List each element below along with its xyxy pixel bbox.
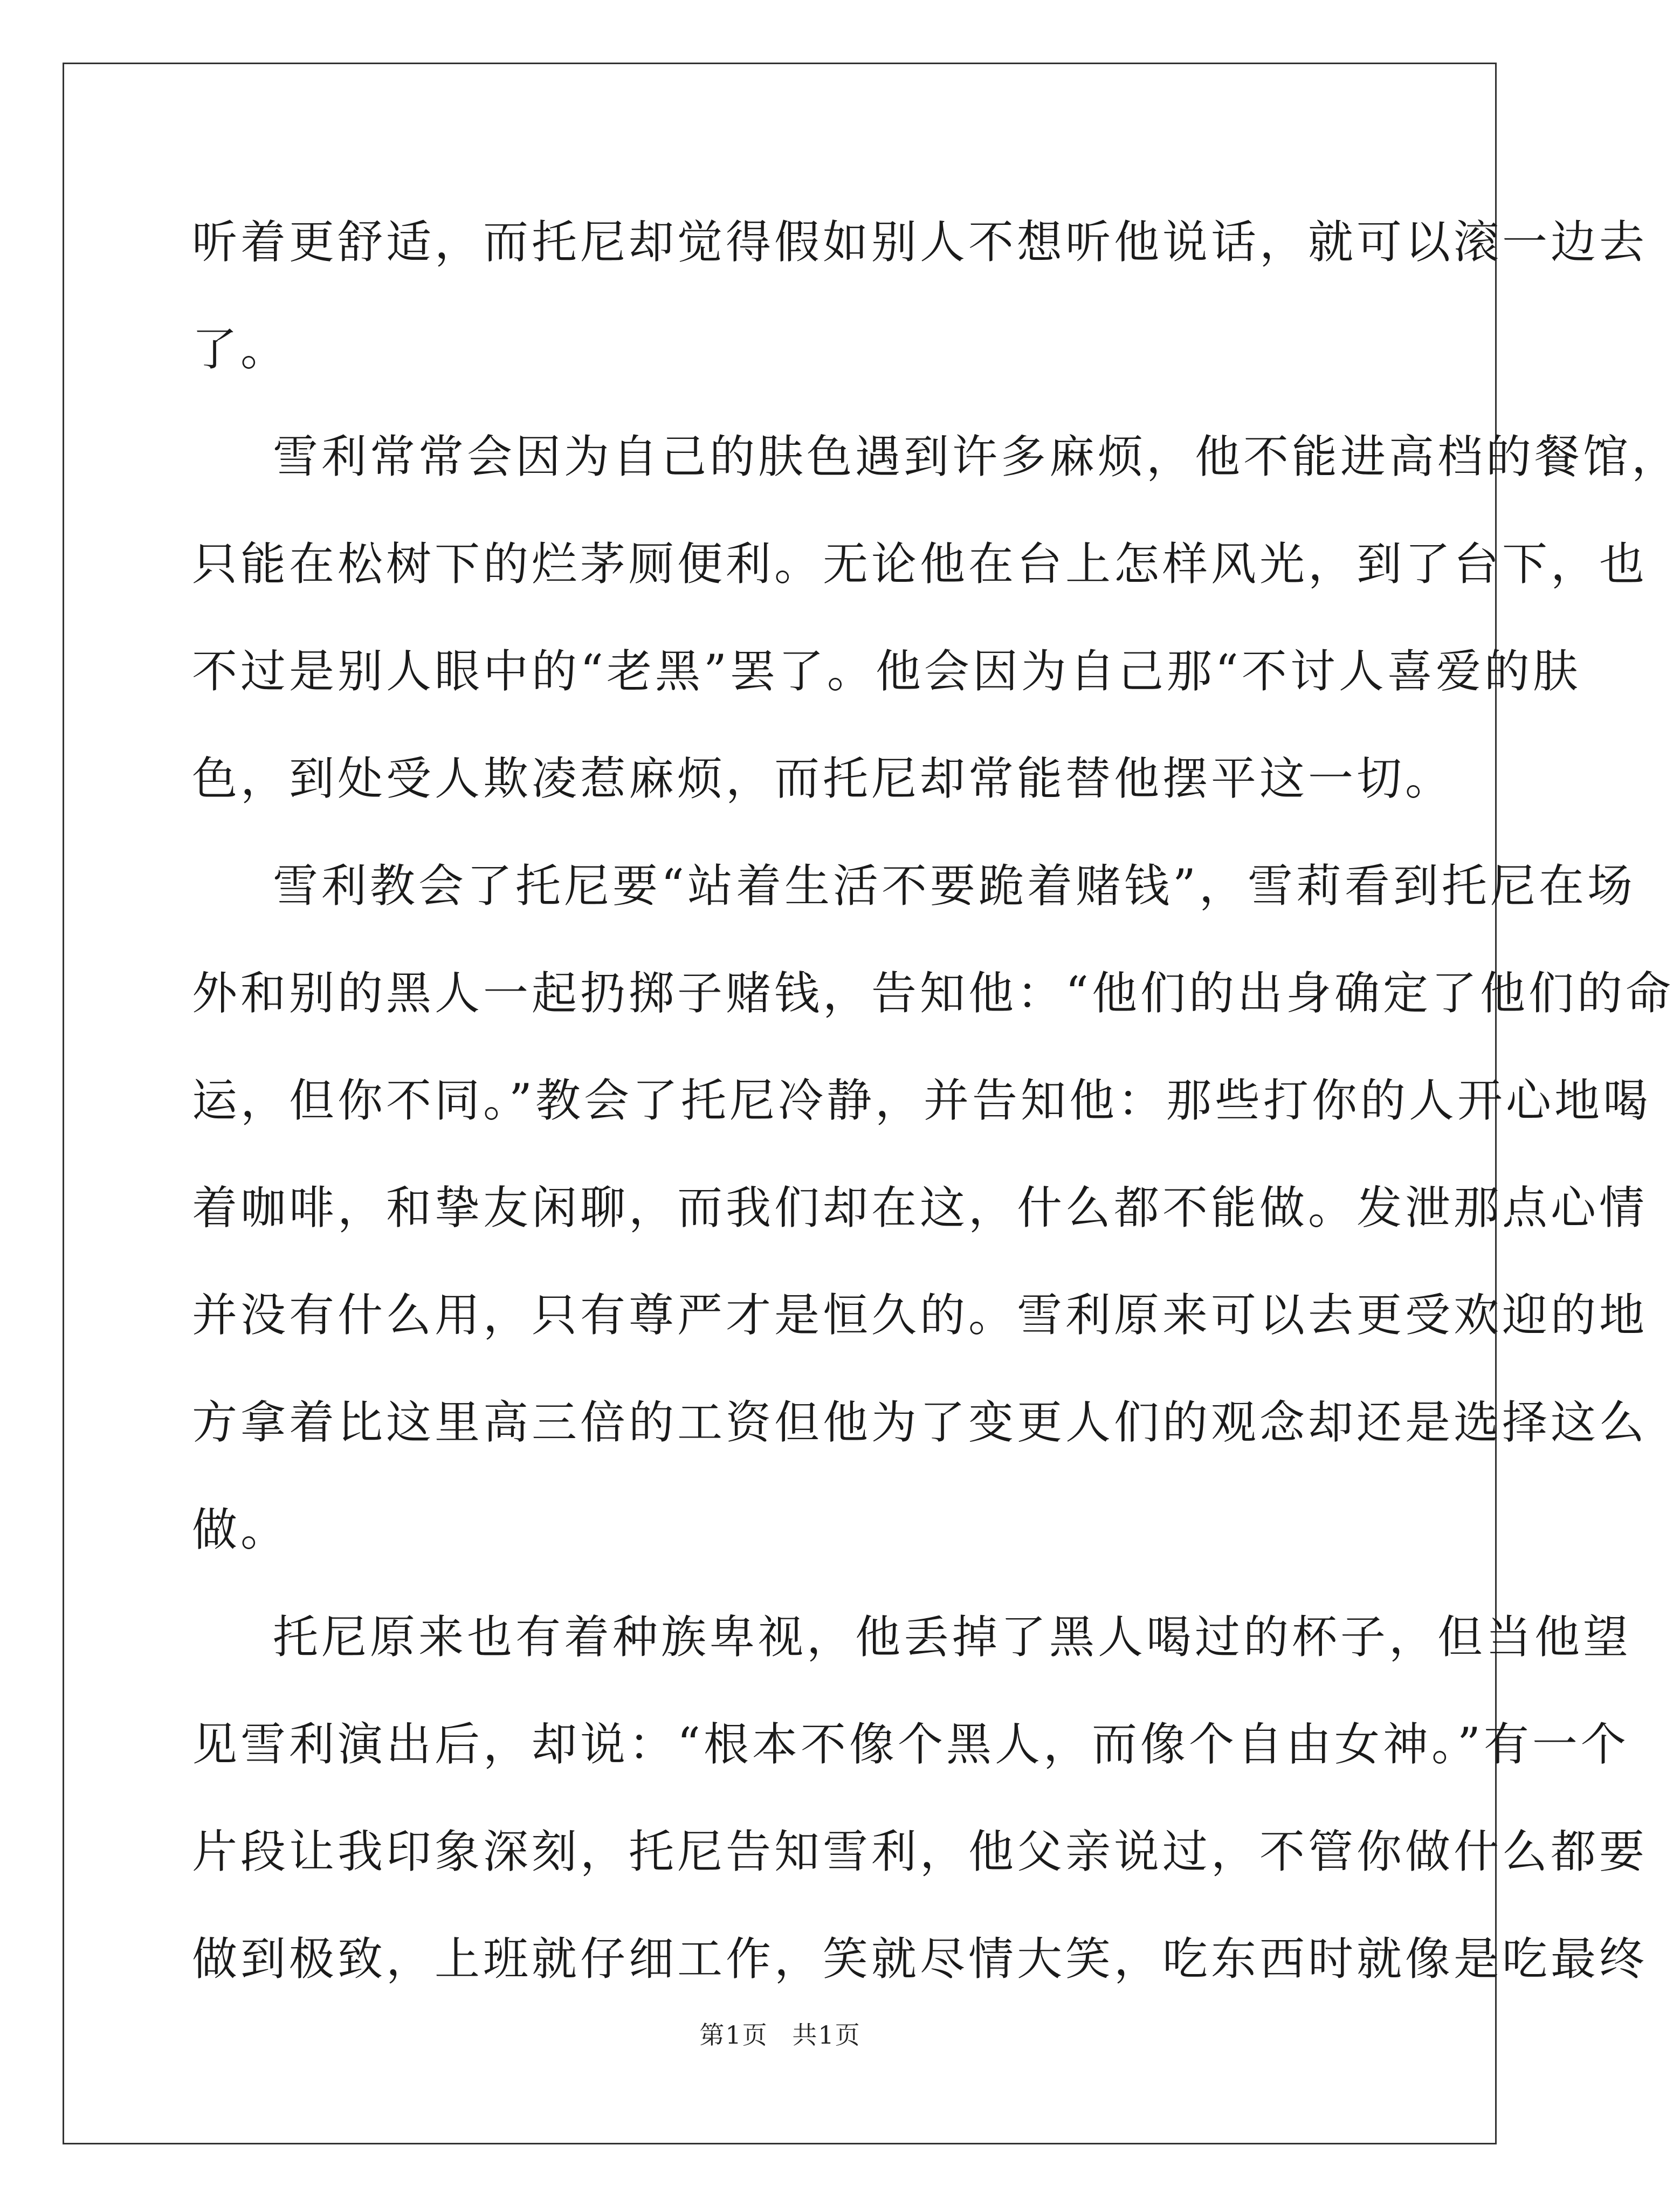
text-line: 见雪利演出后，却说：“根本不像个黑人，而像个自由女神。”有一个 <box>192 1718 1629 1771</box>
text-line: 方拿着比这里高三倍的工资但他为了变更人们的观念却还是选择这么 <box>192 1396 1648 1449</box>
paragraph-start-line: 托尼原来也有着种族卑视，他丢掉了黑人喝过的杯子，但当他望 <box>273 1611 1632 1663</box>
page-total: 共1页 <box>792 2020 861 2050</box>
text-line: 色，到处受人欺凌惹麻烦，而托尼却常能替他摆平这一切。 <box>192 752 1454 805</box>
page-footer <box>0 2016 1560 2051</box>
text-line: 运，但你不同。”教会了托尼冷静，并告知他：那些打你的人开心地喝 <box>192 1074 1651 1127</box>
document-body <box>192 189 1680 2013</box>
text-line: 了。 <box>192 323 290 376</box>
paragraph-start-line: 雪利教会了托尼要“站着生活不要跪着赌钱”，雪莉看到托尼在场 <box>273 860 1636 912</box>
text-line: 做到极致，上班就仔细工作，笑就尽情大笑，吃东西时就像是吃最终 <box>192 1933 1648 1985</box>
text-line: 做。 <box>192 1503 290 1556</box>
text-line: 着咖啡，和挚友闲聊，而我们却在这，什么都不能做。发泄那点心情 <box>192 1181 1648 1234</box>
text-line: 不过是别人眼中的“老黑”罢了。他会因为自己那“不讨人喜爱的肤 <box>192 645 1581 698</box>
text-line: 外和别的黑人一起扔掷子赌钱，告知他：“他们的出身确定了他们的命 <box>192 967 1674 1020</box>
text-line: 只能在松树下的烂茅厕便利。无论他在台上怎样风光，到了台下，也 <box>192 538 1648 590</box>
text-line: 片段让我印象深刻，托尼告知雪利，他父亲说过，不管你做什么都要 <box>192 1825 1648 1878</box>
paragraph-start-line: 雪利常常会因为自己的肤色遇到许多麻烦，他不能进高档的餐馆， <box>273 430 1680 483</box>
text-line: 并没有什么用，只有尊严才是恒久的。雪利原来可以去更受欢迎的地 <box>192 1289 1648 1342</box>
page-number: 第1页 <box>699 2020 768 2050</box>
text-line: 听着更舒适，而托尼却觉得假如别人不想听他说话，就可以滚一边去 <box>192 216 1648 269</box>
